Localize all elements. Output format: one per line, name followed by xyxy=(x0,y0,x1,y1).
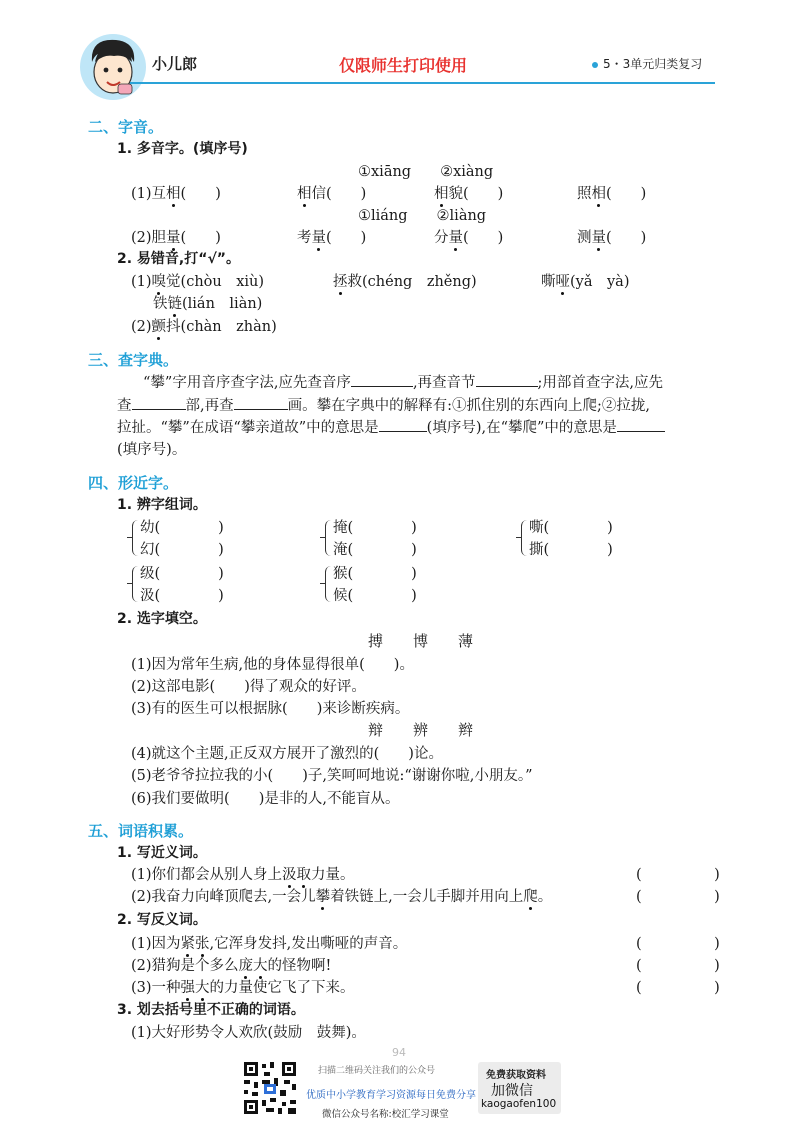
answer-paren[interactable]: ( ) xyxy=(636,958,720,974)
dictionary-line-1: “攀”字用音序查字法,应先查音序 ,再查音节 ;用部首查字法,应先 xyxy=(143,371,663,392)
char-set-2: 辩 辨 辫 xyxy=(368,721,474,739)
brace-icon xyxy=(325,566,331,602)
polyphone-item: 测量( ) xyxy=(577,230,647,246)
fill-item: (4)就这个主题,正反双方展开了激烈的( )论。 xyxy=(131,746,443,762)
answer-blank[interactable] xyxy=(617,417,665,432)
unit-label: 5・3单元归类复习 xyxy=(603,57,703,71)
print-notice: 仅限师生打印使用 xyxy=(339,56,468,75)
char-pair-item: 幻( ) xyxy=(140,542,224,558)
char-pair-item: 级( ) xyxy=(140,566,224,582)
char-pair-item: 淹( ) xyxy=(333,542,417,558)
antonym-item: (2)猎狗是个多么庞大的怪物啊! xyxy=(131,958,332,974)
answer-paren[interactable]: ( ) xyxy=(636,867,720,883)
brace-icon xyxy=(325,520,331,556)
question-strike-word: 3. 划去括号里不正确的词语。 xyxy=(117,1002,305,1018)
header-divider xyxy=(130,82,715,84)
section-title-pronunciation: 二、字音。 xyxy=(88,118,164,136)
question-tricky-sound: 2. 易错音,打“√”。 xyxy=(117,251,240,267)
answer-blank[interactable] xyxy=(351,372,413,387)
tricky-item: 铁链(lián liàn) xyxy=(153,296,263,312)
badge-wechat-text: 加微信 xyxy=(491,1083,533,1099)
question-distinguish: 1. 辨字组词。 xyxy=(117,497,207,513)
polyphone-item: 相信( ) xyxy=(297,186,367,202)
polyphone-item: 照相( ) xyxy=(577,186,647,202)
answer-blank[interactable] xyxy=(476,372,538,387)
tricky-item: 拯救(chéng zhěng) xyxy=(333,274,477,290)
char-pair-item: 猴( ) xyxy=(333,566,417,582)
liang-options: ①liáng ②liàng xyxy=(358,208,487,224)
answer-blank[interactable] xyxy=(132,395,186,410)
char-pair-item: 嘶( ) xyxy=(529,520,613,536)
char-pair-item: 汲( ) xyxy=(140,588,224,604)
answer-paren[interactable]: ( ) xyxy=(636,889,720,905)
char-pair-item: 撕( ) xyxy=(529,542,613,558)
question-polyphone: 1. 多音字。(填序号) xyxy=(117,141,248,157)
section-title-similar-chars: 四、形近字。 xyxy=(88,474,179,492)
synonym-item: (2)我奋力向峰顶爬去,一会儿攀着铁链上,一会儿手脚并用向上爬。 xyxy=(131,889,553,905)
brace-icon xyxy=(132,566,138,602)
polyphone-item: 相貌( ) xyxy=(434,186,504,202)
answer-blank[interactable] xyxy=(234,395,288,410)
footer-scan-text: 扫描二维码关注我们的公众号 xyxy=(318,1066,436,1076)
strike-item: (1)大好形势令人欢欣(鼓励 鼓舞)。 xyxy=(131,1025,366,1041)
answer-paren[interactable]: ( ) xyxy=(636,980,720,996)
page-number: 94 xyxy=(392,1046,406,1059)
dictionary-line-4: (填序号)。 xyxy=(117,442,187,458)
tricky-item: (1)嗅觉(chòu xiù) xyxy=(131,274,265,290)
fill-item: (2)这部电影( )得了观众的好评。 xyxy=(131,679,366,695)
tricky-item: (2)颤抖(chàn zhàn) xyxy=(131,319,277,335)
answer-paren[interactable]: ( ) xyxy=(636,936,720,952)
fill-item: (1)因为常年生病,他的身体显得很单( )。 xyxy=(131,657,414,673)
char-pair-item: 幼( ) xyxy=(140,520,224,536)
char-pair-item: 掩( ) xyxy=(333,520,417,536)
char-set-1: 搏 博 薄 xyxy=(368,632,474,650)
brand-name: 小儿郎 xyxy=(152,55,198,73)
polyphone-item: (2)胆量( ) xyxy=(131,230,221,246)
fill-item: (6)我们要做明( )是非的人,不能盲从。 xyxy=(131,791,400,807)
dictionary-line-2: 查 部,再查 画。攀在字典中的解释有:①抓住别的东西向上爬;②拉拢, xyxy=(117,394,650,415)
section-title-vocabulary: 五、词语积累。 xyxy=(88,822,194,840)
qr-code-icon xyxy=(242,1060,298,1116)
synonym-item: (1)你们都会从别人身上汲取力量。 xyxy=(131,867,355,883)
xiang-options: ①xiāng ②xiàng xyxy=(358,164,494,180)
section-title-dictionary: 三、查字典。 xyxy=(88,351,179,369)
badge-free-text: 免费获取资料 xyxy=(486,1070,546,1081)
char-pair-item: 候( ) xyxy=(333,588,417,604)
polyphone-item: (1)互相( ) xyxy=(131,186,221,202)
badge-id-text: kaogaofen100 xyxy=(481,1098,557,1110)
question-antonym: 2. 写反义词。 xyxy=(117,912,207,928)
brace-icon xyxy=(132,520,138,556)
polyphone-item: 考量( ) xyxy=(297,230,367,246)
brace-icon xyxy=(521,520,527,556)
footer-account-text: 微信公众号名称:校汇学习课堂 xyxy=(322,1109,449,1120)
wechat-badge[interactable] xyxy=(478,1062,561,1114)
fill-item: (5)老爷爷拉拉我的小( )子,笑呵呵地说:“谢谢你啦,小朋友。” xyxy=(131,768,533,784)
antonym-item: (1)因为紧张,它浑身发抖,发出嘶哑的声音。 xyxy=(131,936,408,952)
antonym-item: (3)一种强大的力量使它飞了下来。 xyxy=(131,980,355,996)
question-choose-char: 2. 选字填空。 xyxy=(117,611,207,627)
dictionary-line-3: 拉扯。“攀”在成语“攀亲道故”中的意思是 (填序号),在“攀爬”中的意思是 xyxy=(117,416,665,437)
question-synonym: 1. 写近义词。 xyxy=(117,845,207,861)
answer-blank[interactable] xyxy=(379,417,427,432)
mascot-logo xyxy=(78,32,148,102)
fill-item: (3)有的医生可以根据脉( )来诊断疾病。 xyxy=(131,701,410,717)
footer-share-text: 优质中小学教育学习资源每日免费分享 xyxy=(306,1090,476,1101)
polyphone-item: 分量( ) xyxy=(434,230,504,246)
bullet-dot-icon xyxy=(592,62,598,68)
tricky-item: 嘶哑(yǎ yà) xyxy=(541,274,630,290)
